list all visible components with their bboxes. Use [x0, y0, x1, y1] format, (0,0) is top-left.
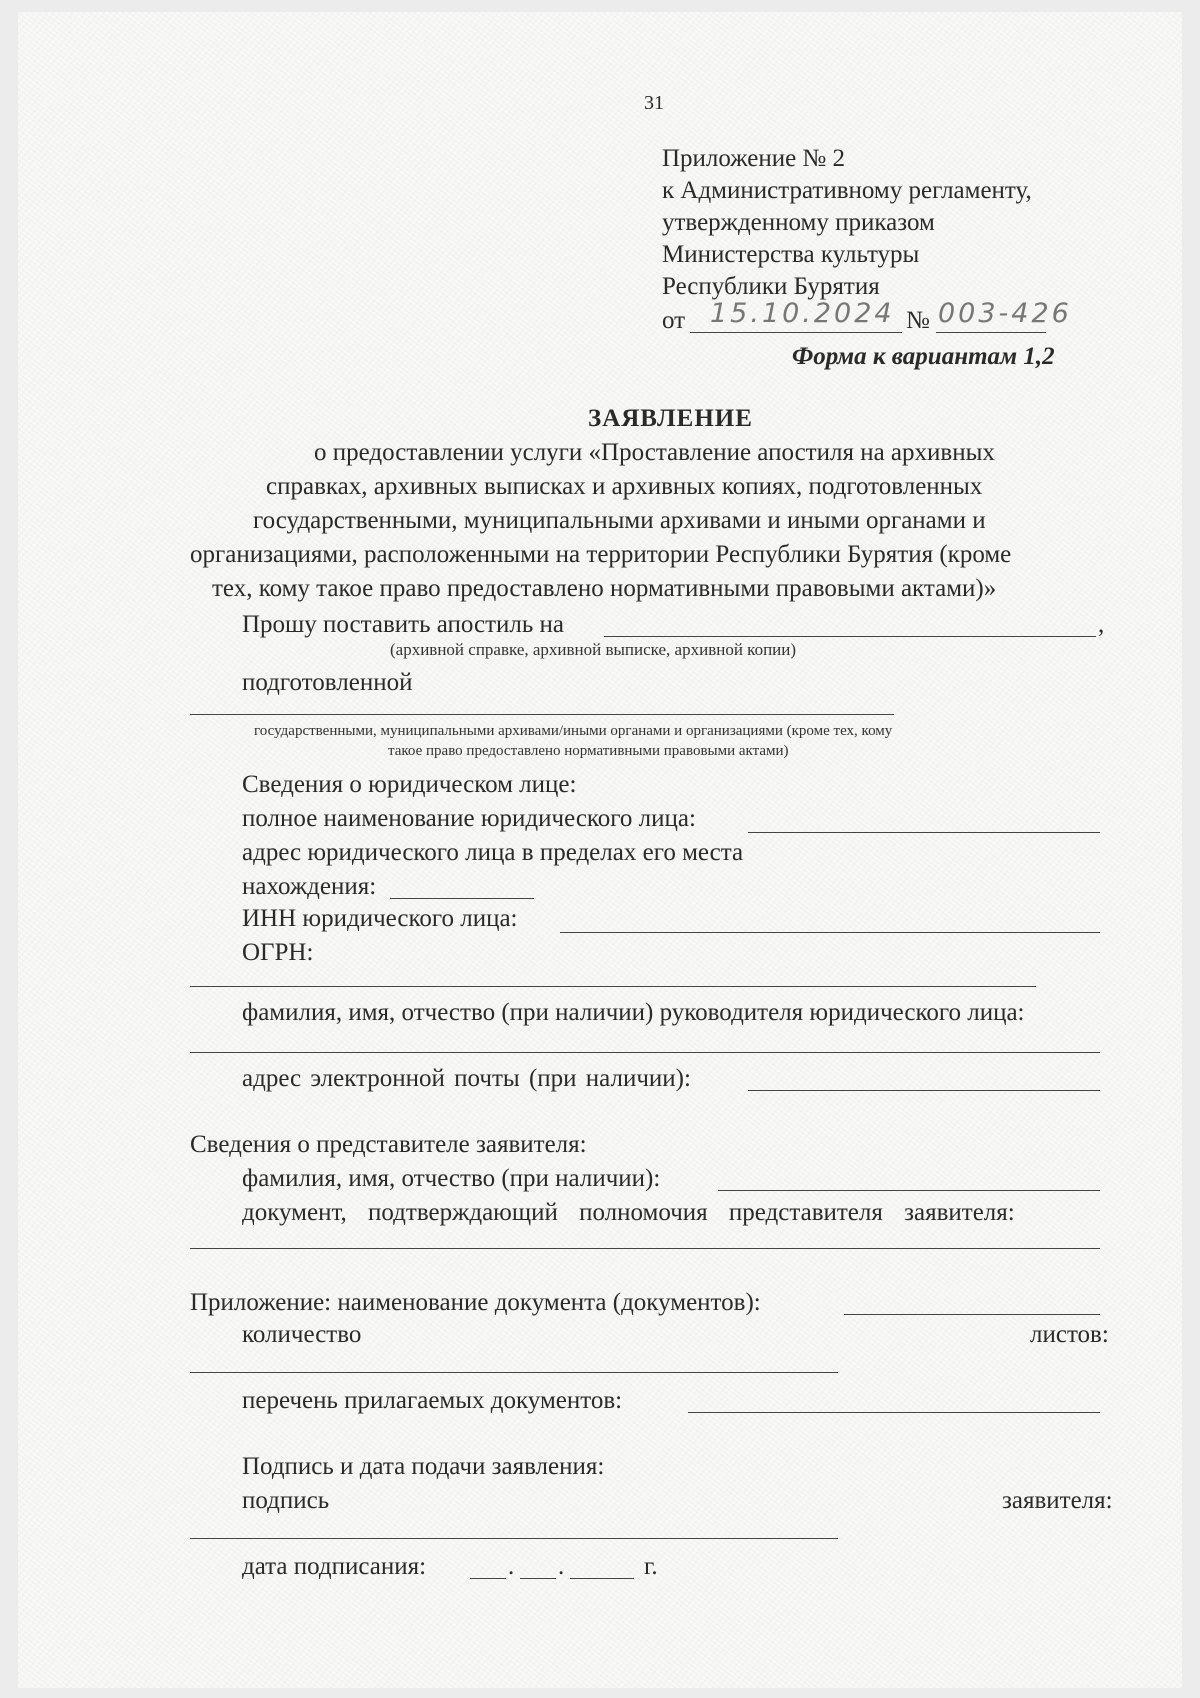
inn-label: ИНН юридического лица:: [242, 905, 518, 932]
number-underline: [936, 332, 1046, 333]
full-name-label: полное наименование юридического лица:: [242, 805, 696, 832]
header-line-2: к Административному регламенту,: [662, 177, 1032, 204]
date-underline: [690, 332, 902, 333]
date-prefix: от: [662, 307, 686, 334]
page-number: 31: [644, 92, 664, 114]
prepared-by-field[interactable]: [190, 714, 894, 715]
full-name-field[interactable]: [748, 832, 1100, 833]
representative-name-field[interactable]: [718, 1190, 1100, 1191]
form-variant-label: Форма к вариантам 1,2: [792, 343, 1055, 370]
signing-date-label: дата подписания:: [242, 1553, 427, 1580]
signing-year-field[interactable]: [570, 1578, 634, 1579]
legal-entity-heading: Сведения о юридическом лице:: [242, 771, 577, 798]
representative-heading: Сведения о представителе заявителя:: [190, 1131, 587, 1158]
signing-day-field[interactable]: [470, 1578, 506, 1579]
inn-field[interactable]: [560, 932, 1100, 933]
quantity-field[interactable]: [190, 1372, 838, 1373]
date-dot-2: .: [558, 1553, 565, 1580]
header-line-4: Министерства культуры: [662, 241, 920, 268]
document-type-hint: (архивной справке, архивной выписке, архивной копии): [390, 640, 797, 659]
number-prefix: №: [906, 307, 930, 334]
prepared-label: подготовленной: [242, 669, 413, 696]
ogrn-field[interactable]: [190, 986, 1036, 987]
subtitle-line-2: справках, архивных выписках и архивных копиях, подготовленных: [266, 473, 983, 500]
ogrn-label: ОГРН:: [242, 939, 314, 966]
header-line-1: Приложение № 2: [662, 145, 846, 172]
attached-list-label: перечень прилагаемых документов:: [242, 1387, 623, 1414]
date-dot-1: .: [508, 1553, 515, 1580]
head-name-field[interactable]: [190, 1052, 1100, 1053]
year-suffix: г.: [644, 1553, 658, 1580]
signature-heading: Подпись и дата подачи заявления:: [242, 1453, 605, 1480]
document-title: ЗАЯВЛЕНИЕ: [588, 405, 753, 432]
header-line-5: Республики Бурятия: [662, 273, 880, 300]
attachment-label: Приложение: наименование документа (документов):: [190, 1289, 761, 1316]
address-label-1: адрес юридического лица в пределах его места: [242, 839, 744, 866]
quantity-label: количество: [242, 1321, 362, 1348]
head-name-label: фамилия, имя, отчество (при наличии) руководителя юридического лица:: [242, 999, 1025, 1026]
subtitle-line-3: государственными, муниципальными архивами и иными органами и: [253, 507, 986, 534]
attached-list-field[interactable]: [688, 1412, 1100, 1413]
sheets-label: листов:: [1030, 1321, 1109, 1348]
applicant-label: заявителя:: [1002, 1487, 1113, 1514]
document-page: [18, 12, 1182, 1688]
subtitle-line-1: о предоставлении услуги «Проставление апостиля на архивных: [314, 439, 995, 466]
signing-month-field[interactable]: [520, 1578, 556, 1579]
handwritten-date: 15.10.2024: [710, 298, 895, 329]
handwritten-number: 003-426: [938, 298, 1072, 329]
authority-document-label: документ, подтверждающий полномочия представителя заявителя:: [242, 1199, 1015, 1226]
subtitle-line-4: организациями, расположенными на территории Республики Бурятия (кроме: [190, 541, 1012, 568]
attachment-name-field[interactable]: [844, 1314, 1100, 1315]
email-field[interactable]: [748, 1090, 1100, 1091]
signature-field[interactable]: [190, 1538, 838, 1539]
representative-name-label: фамилия, имя, отчество (при наличии):: [242, 1165, 661, 1192]
request-label: Прошу поставить апостиль на: [242, 611, 565, 638]
prepared-hint-line-2: такое право предоставлено нормативными правовыми актами): [388, 743, 789, 759]
address-label-2: нахождения:: [242, 873, 377, 900]
authority-document-field[interactable]: [190, 1248, 1100, 1249]
signature-label: подпись: [242, 1487, 330, 1514]
header-line-3: утвержденному приказом: [662, 209, 935, 236]
prepared-hint-line-1: государственными, муниципальными архивами/иными органами и организациями (кроме тех, кому: [254, 723, 893, 739]
email-label: адрес электронной почты (при наличии):: [242, 1065, 691, 1092]
request-comma: ,: [1098, 611, 1105, 638]
subtitle-line-5: тех, кому такое право предоставлено нормативными правовыми актами)»: [212, 575, 997, 602]
address-field[interactable]: [390, 898, 534, 899]
document-type-field[interactable]: [604, 636, 1096, 637]
